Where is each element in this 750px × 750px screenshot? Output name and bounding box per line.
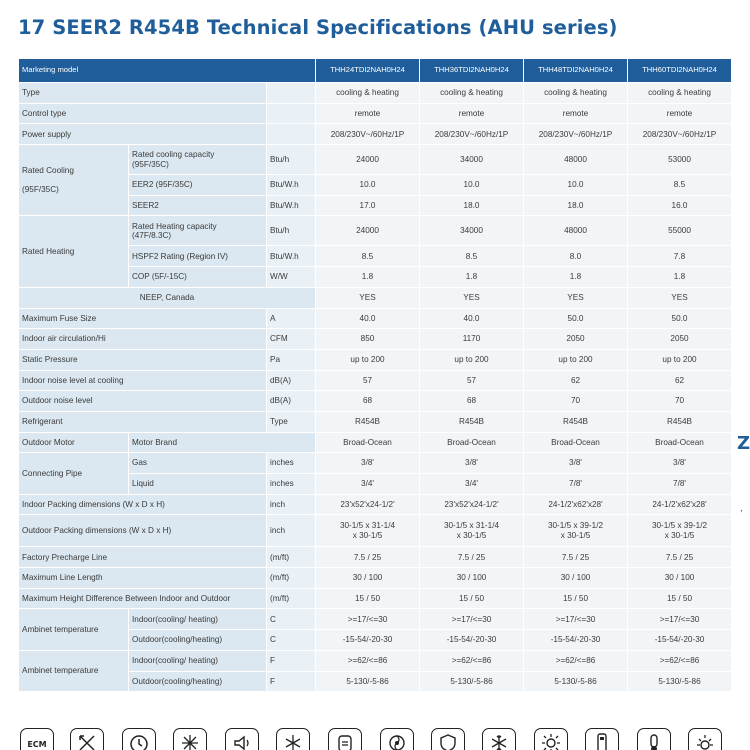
- spec-value: remote: [316, 103, 420, 124]
- spec-value: 8.0: [524, 246, 628, 267]
- row-indoor_noise: [19, 370, 732, 391]
- spec-value: 7.5 / 25: [420, 547, 524, 568]
- model-3: THH48TDI2NAH0H24: [524, 59, 628, 83]
- spec-value: YES: [524, 287, 628, 308]
- spec-value: Broad-Ocean: [420, 432, 524, 453]
- spec-value: >=62/<=86: [316, 650, 420, 671]
- row-label: Outdoor Motor: [19, 432, 129, 453]
- spec-value: up to 200: [316, 349, 420, 370]
- sun-cloud-icon: [688, 728, 722, 750]
- row-unit: inch: [267, 494, 316, 515]
- sub-label: COP (5F/-15C): [129, 267, 267, 288]
- remote-icon: [585, 728, 619, 750]
- model-1: THH24TDI2NAH0H24: [316, 59, 420, 83]
- row-unit: A: [267, 308, 316, 329]
- header-label: Marketing model: [19, 59, 316, 83]
- spec-value: 208/230V~/60Hz/1P: [420, 124, 524, 145]
- spec-value: cooling & heating: [420, 83, 524, 104]
- row-unit: Btu/W.h: [267, 246, 316, 267]
- spec-value: 7.5 / 25: [316, 547, 420, 568]
- row-rated_cooling-0: [19, 145, 732, 175]
- row-unit: CFM: [267, 329, 316, 350]
- spec-value: 3/8': [628, 453, 732, 474]
- snowflake-icon: [482, 728, 516, 750]
- row-unit: Pa: [267, 349, 316, 370]
- sub-label: SEER2: [129, 195, 267, 216]
- row-unit: C: [267, 630, 316, 651]
- spec-value: 208/230V~/60Hz/1P: [316, 124, 420, 145]
- spec-value: 18.0: [420, 195, 524, 216]
- group-label: Rated Heating: [19, 216, 129, 287]
- spec-value: 16.0: [628, 195, 732, 216]
- spec-value: 30 / 100: [420, 568, 524, 589]
- row-unit: [267, 83, 316, 104]
- row-pipe-0: [19, 453, 732, 474]
- side-dot: ,: [740, 503, 743, 514]
- spec-value: 30 / 100: [316, 568, 420, 589]
- spec-value: 5-130/-5-86: [524, 671, 628, 692]
- table-header-row: [19, 59, 732, 83]
- spec-value: 24-1/2'x62'x28': [628, 494, 732, 515]
- compressor-icon: [328, 728, 362, 750]
- spec-value: 3/4': [420, 474, 524, 495]
- spec-value: up to 200: [628, 349, 732, 370]
- spec-value: 2050: [524, 329, 628, 350]
- row-power: [19, 124, 732, 145]
- spec-value: 5-130/-5-86: [316, 671, 420, 692]
- row-control: [19, 103, 732, 124]
- group-label: Ambinet temperature: [19, 650, 129, 691]
- row-rated_heating-0: [19, 216, 732, 246]
- spec-value: -15-54/-20-30: [628, 630, 732, 651]
- sub-label: Gas: [129, 453, 267, 474]
- row-type: [19, 83, 732, 104]
- spec-value: R454B: [628, 411, 732, 432]
- spec-value: 1170: [420, 329, 524, 350]
- spec-value: 8.5: [628, 175, 732, 196]
- spec-value: 3/8': [420, 453, 524, 474]
- fan-motor-icon: [380, 728, 414, 750]
- spec-value: R454B: [420, 411, 524, 432]
- spec-value: 3/8': [524, 453, 628, 474]
- spec-value: 34000: [420, 216, 524, 246]
- row-indoor_pack: [19, 494, 732, 515]
- spec-value: -15-54/-20-30: [420, 630, 524, 651]
- sub-label: Indoor(cooling/ heating): [129, 609, 267, 630]
- row-label: Power supply: [19, 124, 267, 145]
- row-label: Outdoor noise level: [19, 391, 267, 412]
- group-label: Ambinet temperature: [19, 609, 129, 650]
- spec-value: -15-54/-20-30: [316, 630, 420, 651]
- row-label: NEEP, Canada: [19, 287, 316, 308]
- sub-label: Liquid: [129, 474, 267, 495]
- spec-value: 62: [628, 370, 732, 391]
- spec-value: 15 / 50: [524, 588, 628, 609]
- spec-value: 23'x52'x24-1/2': [420, 494, 524, 515]
- spec-value: >=17/<=30: [316, 609, 420, 630]
- spec-value: cooling & heating: [524, 83, 628, 104]
- row-precharge: [19, 547, 732, 568]
- spec-value: 30-1/5 x 31-1/4 x 30-1/5: [316, 515, 420, 547]
- spec-value: 53000: [628, 145, 732, 175]
- spec-value: 8.5: [316, 246, 420, 267]
- sub-label: Rated cooling capacity (95F/35C): [129, 145, 267, 175]
- spec-value: >=62/<=86: [420, 650, 524, 671]
- spec-value: 10.0: [524, 175, 628, 196]
- spec-value: R454B: [524, 411, 628, 432]
- row-label: Factory Precharge Line: [19, 547, 267, 568]
- row-unit: W/W: [267, 267, 316, 288]
- fan-icon: [70, 728, 104, 750]
- row-unit: F: [267, 650, 316, 671]
- row-ambient_f-0: [19, 650, 732, 671]
- ecm-label: ECM: [27, 740, 47, 749]
- spec-value: 1.8: [420, 267, 524, 288]
- row-unit: inches: [267, 453, 316, 474]
- sub-label: Outdoor(cooling/heating): [129, 671, 267, 692]
- defrost-icon: [276, 728, 310, 750]
- row-unit: C: [267, 609, 316, 630]
- spec-value: remote: [628, 103, 732, 124]
- row-motor: [19, 432, 732, 453]
- spec-value: 30-1/5 x 31-1/4 x 30-1/5: [420, 515, 524, 547]
- spec-value: cooling & heating: [316, 83, 420, 104]
- sub-label: Motor Brand: [129, 432, 316, 453]
- spec-value: 50.0: [524, 308, 628, 329]
- side-mark: Z: [737, 433, 750, 454]
- spec-value: remote: [524, 103, 628, 124]
- spec-value: 40.0: [316, 308, 420, 329]
- thermostat-icon: [637, 728, 671, 750]
- spec-value: 7.5 / 25: [524, 547, 628, 568]
- row-outdoor_pack: [19, 515, 732, 547]
- spec-value: Broad-Ocean: [316, 432, 420, 453]
- spec-value: 30 / 100: [628, 568, 732, 589]
- row-max_line: [19, 568, 732, 589]
- spec-value: >=17/<=30: [628, 609, 732, 630]
- spec-value: 24-1/2'x62'x28': [524, 494, 628, 515]
- row-unit: F: [267, 671, 316, 692]
- feature-icon-strip: [20, 728, 750, 750]
- row-refrigerant: [19, 411, 732, 432]
- spec-value: 40.0: [420, 308, 524, 329]
- sun-icon: [534, 728, 568, 750]
- spec-value: 15 / 50: [628, 588, 732, 609]
- spec-value: Broad-Ocean: [628, 432, 732, 453]
- row-label: Maximum Line Length: [19, 568, 267, 589]
- spec-value: 1.8: [628, 267, 732, 288]
- spec-value: 57: [316, 370, 420, 391]
- spec-value: 7.8: [628, 246, 732, 267]
- spec-value: 18.0: [524, 195, 628, 216]
- spec-value: >=62/<=86: [524, 650, 628, 671]
- row-label: Indoor air circulation/Hi: [19, 329, 267, 350]
- spec-value: YES: [628, 287, 732, 308]
- spec-value: 3/8': [316, 453, 420, 474]
- spec-value: 68: [420, 391, 524, 412]
- spec-value: 208/230V~/60Hz/1P: [628, 124, 732, 145]
- row-unit: [267, 124, 316, 145]
- spec-value: YES: [420, 287, 524, 308]
- row-unit: inches: [267, 474, 316, 495]
- sub-label: EER2 (95F/35C): [129, 175, 267, 196]
- spec-value: 2050: [628, 329, 732, 350]
- sub-label: Indoor(cooling/ heating): [129, 650, 267, 671]
- spec-value: 70: [628, 391, 732, 412]
- row-static: [19, 349, 732, 370]
- sound-icon: [225, 728, 259, 750]
- row-unit: dB(A): [267, 370, 316, 391]
- row-label: Static Pressure: [19, 349, 267, 370]
- row-unit: [267, 103, 316, 124]
- row-fuse: [19, 308, 732, 329]
- spec-value: 1.8: [316, 267, 420, 288]
- ecm-badge: [20, 728, 54, 750]
- row-airflow: [19, 329, 732, 350]
- row-label: Type: [19, 83, 267, 104]
- sub-label: Outdoor(cooling/heating): [129, 630, 267, 651]
- spec-value: 5-130/-5-86: [420, 671, 524, 692]
- spec-value: up to 200: [420, 349, 524, 370]
- group-label: Connecting Pipe: [19, 453, 129, 494]
- timer-icon: [122, 728, 156, 750]
- spec-value: 7/8': [524, 474, 628, 495]
- spec-value: 15 / 50: [316, 588, 420, 609]
- row-unit: inch: [267, 515, 316, 547]
- spec-value: remote: [420, 103, 524, 124]
- row-unit: (m/ft): [267, 568, 316, 589]
- spec-value: 10.0: [316, 175, 420, 196]
- spec-value: 850: [316, 329, 420, 350]
- spec-value: 8.5: [420, 246, 524, 267]
- spec-value: cooling & heating: [628, 83, 732, 104]
- model-4: THH60TDI2NAH0H24: [628, 59, 732, 83]
- spec-value: 10.0: [420, 175, 524, 196]
- spec-value: Broad-Ocean: [524, 432, 628, 453]
- spec-value: 48000: [524, 145, 628, 175]
- spec-value: 55000: [628, 216, 732, 246]
- spec-value: 30 / 100: [524, 568, 628, 589]
- row-label: Control type: [19, 103, 267, 124]
- row-label: Maximum Height Difference Between Indoor and Outdoor: [19, 588, 267, 609]
- model-2: THH36TDI2NAH0H24: [420, 59, 524, 83]
- spec-value: >=62/<=86: [628, 650, 732, 671]
- sub-label: Rated Heating capacity (47F/8.3C): [129, 216, 267, 246]
- spec-value: R454B: [316, 411, 420, 432]
- spec-value: 3/4': [316, 474, 420, 495]
- spec-value: -15-54/-20-30: [524, 630, 628, 651]
- row-unit: Btu/W.h: [267, 195, 316, 216]
- anti-freeze-icon: [173, 728, 207, 750]
- row-label: Indoor Packing dimensions (W x D x H): [19, 494, 267, 515]
- row-ambient_c-0: [19, 609, 732, 630]
- spec-value: 30-1/5 x 39-1/2 x 30-1/5: [628, 515, 732, 547]
- row-unit: Btu/W.h: [267, 175, 316, 196]
- spec-value: 62: [524, 370, 628, 391]
- spec-value: 68: [316, 391, 420, 412]
- row-unit: (m/ft): [267, 547, 316, 568]
- spec-value: 1.8: [524, 267, 628, 288]
- spec-value: 5-130/-5-86: [628, 671, 732, 692]
- spec-value: 57: [420, 370, 524, 391]
- row-unit: Btu/h: [267, 145, 316, 175]
- spec-value: up to 200: [524, 349, 628, 370]
- row-label: Indoor noise level at cooling: [19, 370, 267, 391]
- row-unit: (m/ft): [267, 588, 316, 609]
- spec-value: 17.0: [316, 195, 420, 216]
- row-unit: dB(A): [267, 391, 316, 412]
- spec-value: 48000: [524, 216, 628, 246]
- spec-value: 30-1/5 x 39-1/2 x 30-1/5: [524, 515, 628, 547]
- row-outdoor_noise: [19, 391, 732, 412]
- row-unit: Type: [267, 411, 316, 432]
- row-unit: Btu/h: [267, 216, 316, 246]
- shield-icon: [431, 728, 465, 750]
- spec-value: 7.5 / 25: [628, 547, 732, 568]
- spec-value: YES: [316, 287, 420, 308]
- row-max_height: [19, 588, 732, 609]
- spec-value: 70: [524, 391, 628, 412]
- spec-value: 34000: [420, 145, 524, 175]
- row-label: Outdoor Packing dimensions (W x D x H): [19, 515, 267, 547]
- spec-value: 208/230V~/60Hz/1P: [524, 124, 628, 145]
- group-label: Rated Cooling (95F/35C): [19, 145, 129, 216]
- spec-value: 24000: [316, 216, 420, 246]
- spec-value: >=17/<=30: [420, 609, 524, 630]
- sub-label: HSPF2 Rating (Region IV): [129, 246, 267, 267]
- page-title: 17 SEER2 R454B Technical Specifications (AHU series): [18, 16, 618, 39]
- spec-value: 15 / 50: [420, 588, 524, 609]
- spec-value: 23'x52'x24-1/2': [316, 494, 420, 515]
- row-label: Refrigerant: [19, 411, 267, 432]
- spec-value: >=17/<=30: [524, 609, 628, 630]
- spec-value: 7/8': [628, 474, 732, 495]
- spec-value: 24000: [316, 145, 420, 175]
- row-label: Maximum Fuse Size: [19, 308, 267, 329]
- spec-value: 50.0: [628, 308, 732, 329]
- row-neep: [19, 287, 732, 308]
- spec-table: [18, 58, 732, 692]
